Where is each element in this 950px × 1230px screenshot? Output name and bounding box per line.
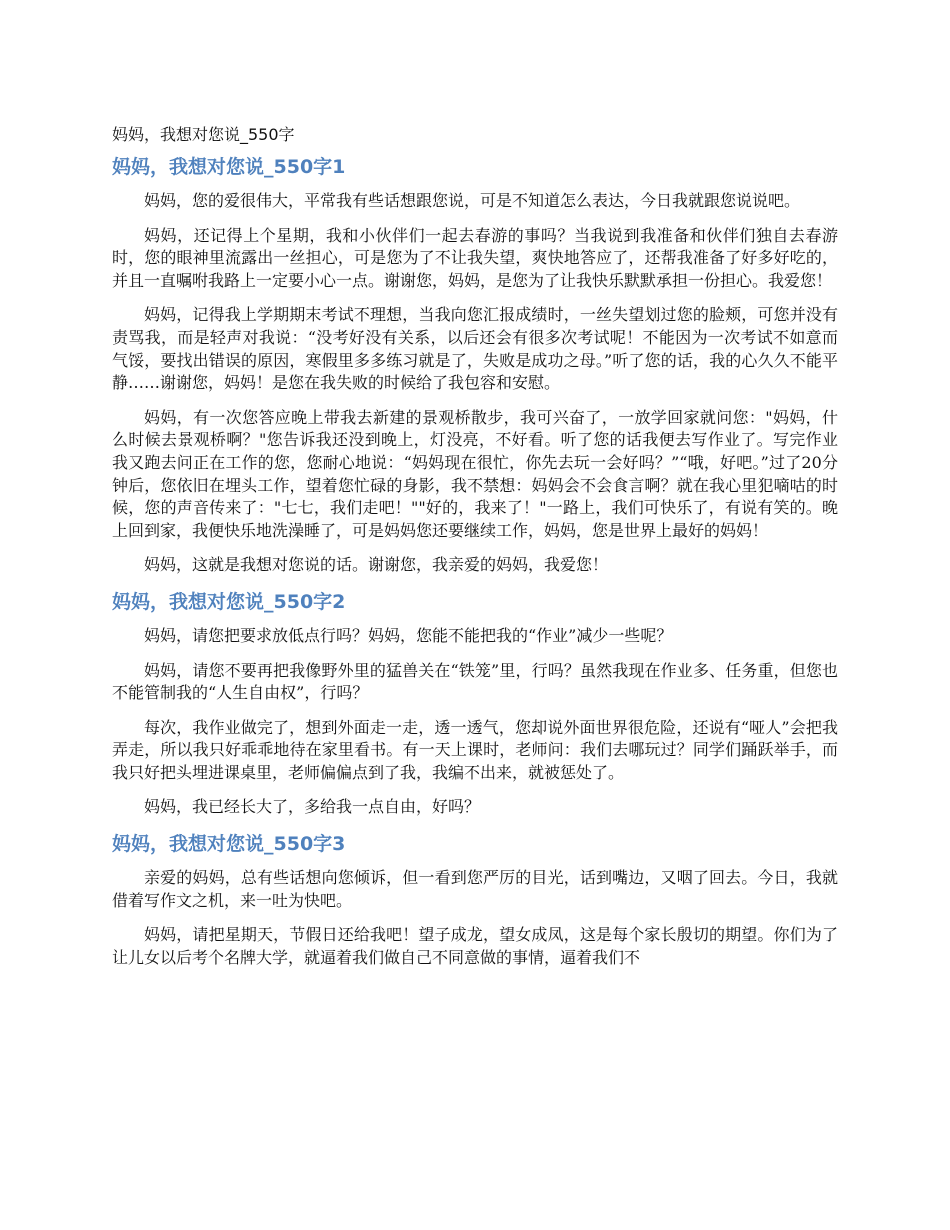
section-heading: 妈妈，我想对您说_550字2 bbox=[112, 590, 346, 613]
section-heading: 妈妈，我想对您说_550字3 bbox=[112, 833, 346, 856]
section-3 bbox=[112, 831, 838, 969]
paragraph: 妈妈，记得我上学期期末考试不理想，当我向您汇报成绩时，一丝失望划过您的脸颊，可您并没有责骂我，而是轻声对我说：“没考好没有关系，以后还会有很多次考试呢！不能因为一次考试不如意而气馁，要找出错误的原因，寒假里多多练习就是了，失败是成功之母。”听了您的话，我的心久久不能平静……谢谢您，妈妈！是您在我失败的时候给了我包容和安慰。 bbox=[112, 305, 838, 393]
paragraph: 亲爱的妈妈，总有些话想向您倾诉，但一看到您严厉的目光，话到嘴边，又咽了回去。今日，我就借着写作文之机，来一吐为快吧。 bbox=[112, 868, 838, 910]
paragraph: 每次，我作业做完了，想到外面走一走，透一透气，您却说外面世界很危险，还说有“哑人”会把我弄走，所以我只好乖乖地待在家里看书。有一天上课时，老师问：我们去哪玩过？同学们踊跃举手，而我只好把头埋进课桌里，老师偏偏点到了我，我编不出来，就被惩处了。 bbox=[112, 717, 838, 782]
paragraph: 妈妈，有一次您答应晚上带我去新建的景观桥散步，我可兴奋了，一放学回家就问您："妈妈，什么时候去景观桥啊？"您告诉我还没到晚上，灯没亮，不好看。听了您的话我便去写作业了。写完作业我又跑去问正在工作的您，您耐心地说：“妈妈现在很忙，你先去玩一会好吗？”“哦，好吧。”过了20分钟后，您依旧在埋头工作，望着您忙碌的身影，我不禁想：妈妈会不会食言啊？就在我心里犯嘀咕的时候，您的声音传来了："七七，我们走吧！""好的，我来了！"一路上，我们可快乐了，有说有笑的。晚上回到家，我便快乐地洗澡睡了，可是妈妈您还要继续工作，妈妈，您是世界上最好的妈妈！ bbox=[112, 407, 838, 540]
section-1 bbox=[112, 154, 838, 577]
paragraph: 妈妈，请把星期天，节假日还给我吧！望子成龙，望女成凤，这是每个家长殷切的期望。你们为了让儿女以后考个名牌大学，就逼着我们做自己不同意做的事情，逼着我们不 bbox=[112, 925, 838, 967]
section-2 bbox=[112, 589, 838, 819]
paragraph: 妈妈，您的爱很伟大，平常我有些话想跟您说，可是不知道怎么表达，今日我就跟您说说吧。 bbox=[144, 191, 801, 210]
document-title: 妈妈，我想对您说_550字 bbox=[112, 125, 295, 144]
paragraph: 妈妈，我已经长大了，多给我一点自由，好吗？ bbox=[144, 797, 481, 817]
document-page bbox=[112, 122, 838, 981]
paragraph: 妈妈，这就是我想对您说的话。谢谢您，我亲爱的妈妈，我爱您！ bbox=[144, 555, 609, 575]
paragraph: 妈妈，请您不要再把我像野外里的猛兽关在“铁笼”里，行吗？虽然我现在作业多、任务重，但您也不能管制我的“人生自由权”，行吗？ bbox=[112, 660, 838, 703]
paragraph: 妈妈，请您把要求放低点行吗？妈妈，您能不能把我的“作业”减少一些呢？ bbox=[144, 625, 673, 645]
section-heading: 妈妈，我想对您说_550字1 bbox=[112, 156, 346, 178]
paragraph: 妈妈，还记得上个星期，我和小伙伴们一起去春游的事吗？当我说到我准备和伙伴们独自去春游时，您的眼神里流露出一丝担心，可是您为了不让我失望，爽快地答应了，还帮我准备了好多好吃的，并且一直嘱咐我路上一定要小心一点。谢谢您，妈妈，是您为了让我快乐默默承担一份担心。我爱您！ bbox=[112, 225, 838, 290]
